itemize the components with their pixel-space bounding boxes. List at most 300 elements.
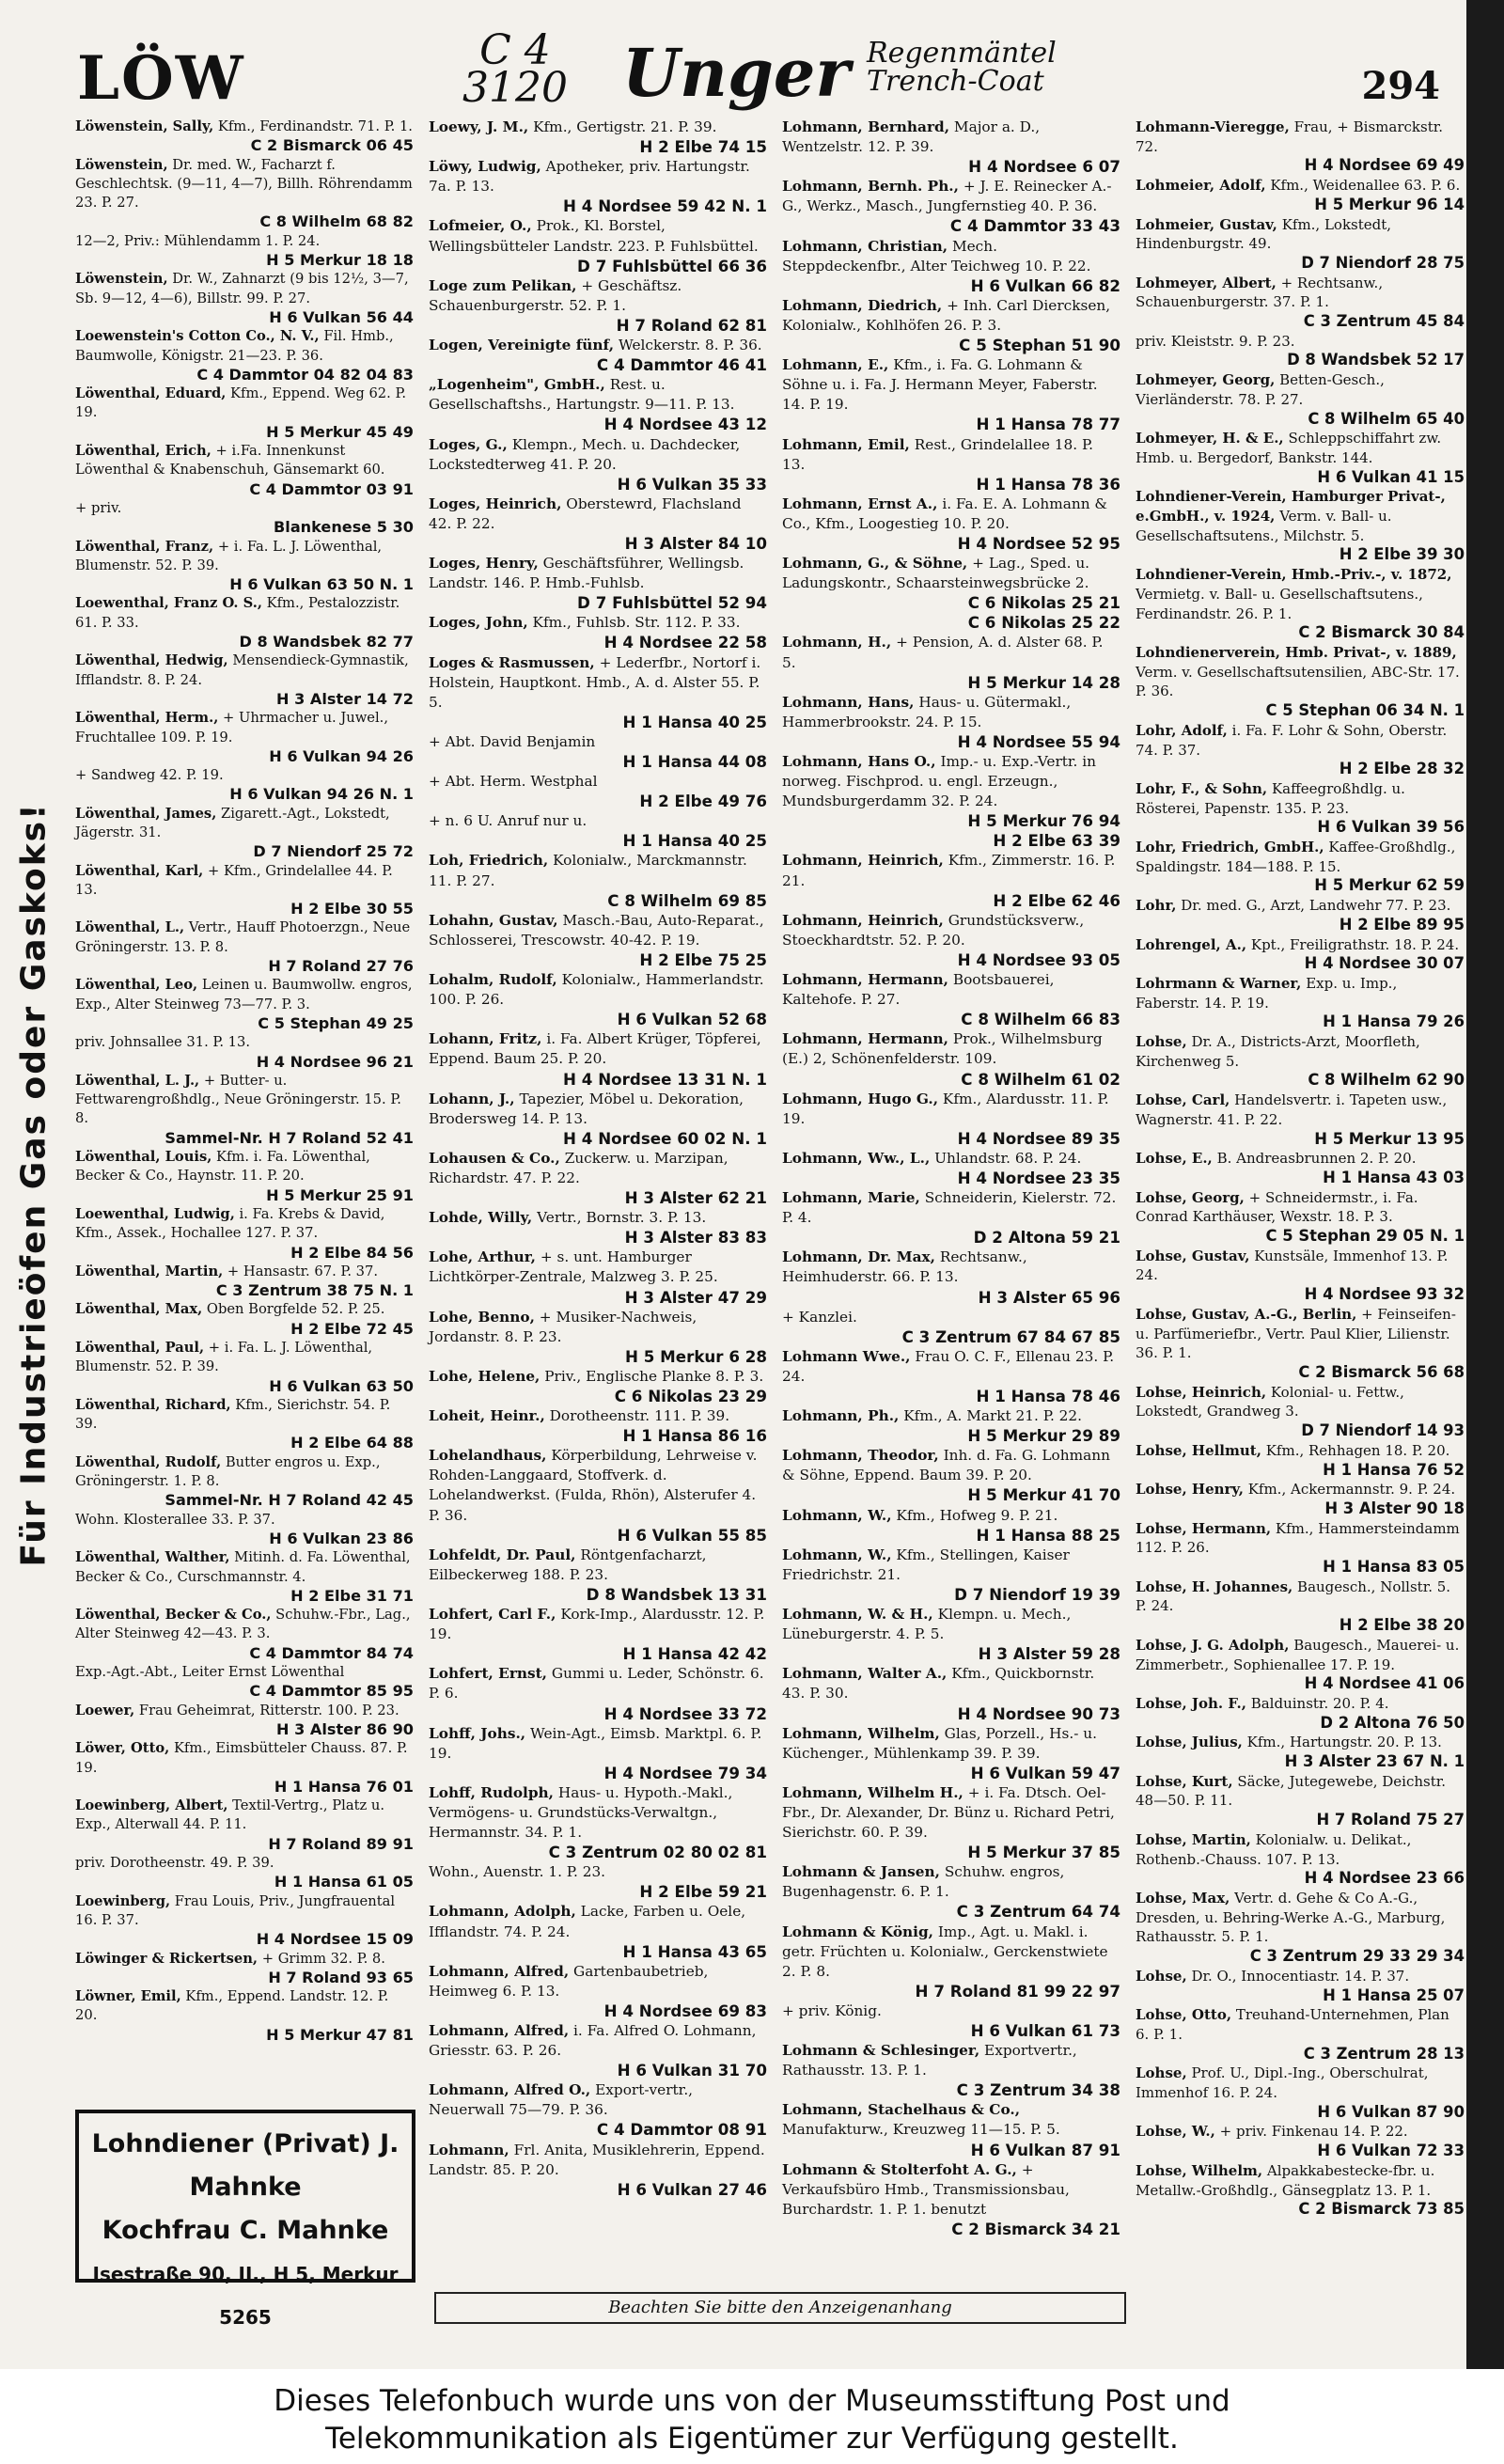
directory-entry [782,911,1120,970]
directory-entry [1136,896,1465,934]
entry-details: Kfm., Zimmerstr. 16. P. 21. [782,852,1116,889]
entry-details: Manufakturw., Kreuzweg 11—15. P. 5. [782,2121,1060,2139]
entry-phone: H 1 Hansa 83 05 [1323,1558,1465,1577]
entry-details: Masch.-Bau, Auto-Reparat., Schlosserei, Trescowstr. 40-42. P. 19. [429,911,764,949]
entry-phone: Blankenese 5 30 [274,518,414,537]
directory-entry [75,1396,414,1453]
entry-phone: H 1 Hansa 25 07 [1323,1985,1465,2004]
entry-name: Lohmann, W., [782,1506,892,1524]
entry-phone: H 4 Nordsee 69 83 [603,2001,767,2020]
entry-phone: H 3 Alster 59 28 [978,1644,1120,1664]
entry-name: Lohse, J. G. Adolph, [1136,1636,1290,1654]
directory-entry [782,118,1120,177]
directory-entry [1136,1480,1465,1518]
entry-name: Löwenthal, Walther, [75,1549,230,1566]
entry-name: Lohmeier, Gustav, [1136,215,1277,233]
entry-phone: H 3 Alster 62 21 [624,1188,767,1208]
directory-entry [429,653,767,732]
entry-name: Loheit, Heinr., [429,1407,545,1425]
entry-name: Lohmann, G., & Söhne, [782,555,968,573]
directory-entry [1136,1441,1465,1480]
entry-phone: H 3 Alster 84 10 [624,533,767,553]
directory-entry [1136,370,1465,429]
brand-ad-sub [867,39,1057,96]
entry-phone: C 4 Dammtor 85 95 [249,1682,414,1701]
entry-phone: H 4 Nordsee 13 31 N. 1 [563,1069,767,1089]
entry-phone: H 5 Merkur 76 94 [967,811,1120,831]
entry-phone: H 2 Elbe 30 55 [290,900,414,918]
directory-entry [75,1511,414,1549]
directory-entry [1136,2005,1465,2064]
entry-phone: Sammel-Nr. H 7 Roland 42 45 [164,1491,414,1510]
entry-details: + Abt. David Benjamin [429,732,596,750]
entry-phone: H 4 Nordsee 30 07 [1304,954,1465,973]
entry-phone: D 2 Altona 59 21 [973,1228,1120,1248]
entry-phone: Sammel-Nr. H 7 Roland 52 41 [164,1128,414,1147]
entry-phone: H 6 Vulkan 63 50 [269,1376,414,1395]
entry-name: Löwenthal, Max, [75,1301,203,1318]
entry-phone: H 1 Hansa 42 42 [622,1644,767,1664]
entry-name: Lohmann, E., [782,356,889,374]
directory-entry [429,435,767,494]
entry-details: Oben Borgfelde 52. P. 25. [206,1301,385,1318]
footer-credit [0,2382,1504,2464]
directory-entry [429,1208,767,1248]
directory-entry [429,2021,767,2080]
directory-entry [75,1739,414,1797]
directory-entry [429,1308,767,1367]
entry-phone: C 3 Zentrum 29 33 29 34 [1249,1947,1465,1966]
entry-name: Löwenthal, Herm., [75,710,219,727]
entry-phone: H 4 Nordsee 6 07 [968,157,1120,177]
directory-entry [782,1248,1120,1307]
brand-sub-line1: Regenmäntel [867,37,1057,70]
page-header [77,26,1440,120]
directory-entry [1136,643,1465,721]
box-ad-line1: Lohndiener (Privat) J. Mahnke [91,2129,400,2202]
directory-entry [75,976,414,1033]
entry-phone: C 8 Wilhelm 62 90 [1308,1071,1465,1090]
directory-entry [1136,429,1465,487]
entry-details: + i. Fa. L. J. Löwenthal, Blumenstr. 52. P. 39. [75,1340,373,1375]
entry-details: Welckerstr. 8. P. 36. [618,337,762,354]
entry-phone: H 5 Merkur 6 28 [624,1346,767,1366]
directory-entry [429,811,767,851]
directory-entry [429,1862,767,1902]
entry-phone: C 4 Dammtor 33 43 [949,216,1120,236]
entry-name: Lohrmann & Warner, [1136,974,1302,992]
directory-entry [75,1300,414,1339]
entry-name: Lohe, Benno, [429,1308,535,1326]
directory-entry [1136,1188,1465,1247]
directory-entry [1136,1519,1465,1577]
entry-details: + Hansastr. 67. P. 37. [227,1263,379,1279]
entry-name: Lohse, Carl, [1136,1091,1230,1109]
entry-name: Lohse, Gustav, A.-G., Berlin, [1136,1305,1357,1323]
entry-details: Gummi u. Leder, Schönstr. 6. P. 6. [429,1665,764,1703]
entry-phone: D 7 Fuhlsbüttel 66 36 [577,256,767,275]
entry-name: Loewenthal, Franz O. S., [75,595,262,612]
entry-details: + Pension, A. d. Alster 68. P. 5. [782,634,1104,671]
column-1 [75,118,414,2045]
entry-name: Löwy, Ludwig, [429,158,541,176]
entry-phone: C 3 Zentrum 02 80 02 81 [548,1843,767,1862]
directory-entry [782,1347,1120,1406]
entry-phone: C 3 Zentrum 67 84 67 85 [901,1326,1120,1346]
directory-entry [75,1987,414,2045]
entry-name: Löwenthal, Martin, [75,1263,224,1279]
entry-details: + n. 6 U. Anruf nur u. [429,812,588,830]
directory-entry [75,1854,414,1892]
directory-entry [75,442,414,499]
entry-phone: D 8 Wandsbek 52 17 [1287,351,1465,369]
entry-details: Frau Geheimrat, Ritterstr. 100. P. 23. [138,1702,400,1719]
entry-details: Uhlandstr. 68. P. 24. [934,1149,1082,1167]
directory-entry [782,177,1120,236]
entry-name: Löwenthal, James, [75,805,217,822]
entry-details: + Lag., Sped. u. Ladungskontr., Schaarsteinwegsbrücke 2. [782,555,1090,592]
directory-entry [429,911,767,970]
entry-phone: H 5 Merkur 41 70 [967,1485,1120,1505]
entry-phone: H 6 Vulkan 41 15 [1317,467,1465,486]
entry-details: Kfm., A. Markt 21. P. 22. [903,1407,1082,1425]
directory-entry [782,355,1120,434]
entry-name: Löwenstein, [75,156,168,173]
entry-phone: H 5 Merkur 37 85 [967,1843,1120,1862]
entry-details: Grundstücksverw., Stoeckhardtstr. 52. P. 20. [782,911,1085,949]
entry-name: Lohmann, Theodor, [782,1447,939,1465]
entry-phone: H 6 Vulkan 94 26 N. 1 [229,785,414,804]
entry-details: priv. Dorotheenstr. 49. P. 39. [75,1855,274,1872]
entry-phone: H 3 Alster 83 83 [624,1228,767,1248]
entry-phone: H 6 Vulkan 87 90 [1317,2102,1465,2121]
entry-phone: H 6 Vulkan 52 68 [617,1010,767,1029]
entry-name: Lohmann, Hugo G., [782,1090,939,1107]
directory-entry [429,1605,767,1664]
directory-entry [1136,118,1465,176]
entry-name: Lohse, Hellmut, [1136,1441,1261,1459]
entry-phone: H 6 Vulkan 35 33 [617,474,767,494]
directory-entry [782,831,1120,851]
entry-details: Kfm., Stellingen, Kaiser Friedrichstr. 21. [782,1546,1070,1583]
entry-name: Lohmann & Stolterfoht A. G., [782,2160,1017,2178]
entry-phone: H 3 Alster 65 96 [978,1287,1120,1307]
entry-phone: H 6 Vulkan 63 50 N. 1 [229,575,414,594]
entry-details: Zuckerw. u. Marzipan, Richardstr. 47. P. 22. [429,1149,728,1186]
directory-entry [429,1090,767,1149]
entry-phone: C 2 Bismarck 30 84 [1298,623,1465,642]
entry-name: Löwner, Emil, [75,1988,181,2005]
entry-details: Schuhw. engros, Bugenhagenstr. 6. P. 1. [782,1863,1065,1901]
entry-phone: H 7 Roland 93 65 [268,1968,414,1986]
entry-name: Lohelandhaus, [429,1447,547,1465]
entry-name: Lohff, Johs., [429,1724,526,1742]
entry-phone: H 4 Nordsee 93 32 [1304,1285,1465,1304]
entry-phone: C 5 Stephan 49 25 [258,1013,414,1032]
entry-details: 12—2, Priv.: Mühlendamm 1. P. 24. [75,232,321,249]
directory-entry [429,336,767,375]
entry-details: Kolonialw., Marckmannstr. 11. P. 27. [429,852,747,889]
entry-details: Balduinstr. 20. P. 4. [1250,1694,1389,1712]
entry-name: Lofmeier, O., [429,217,532,235]
directory-entry [1136,1247,1465,1305]
entry-details: Kfm., Gertigstr. 21. P. 39. [533,118,717,135]
entry-phone: H 7 Roland 62 81 [616,315,767,335]
entry-phone: H 6 Vulkan 61 73 [970,2021,1120,2040]
entry-name: Lohse, Heinrich, [1136,1383,1267,1401]
entry-phone: H 4 Nordsee 60 02 N. 1 [563,1128,767,1148]
entry-details: Exp.-Agt.-Abt., Leiter Ernst Löwenthal [75,1664,345,1681]
entry-details: Dr. A., Districts-Arzt, Moorfleth, Kirchenweg 5. [1136,1033,1420,1070]
directory-entry [75,1033,414,1072]
entry-phone: C 6 Nikolas 25 21 [967,593,1120,613]
entry-phone: H 2 Elbe 75 25 [639,950,767,969]
directory-entry [782,752,1120,831]
directory-entry [782,1862,1120,1922]
directory-entry [782,1090,1120,1149]
entry-details: Inh. d. Fa. G. Lohmann & Söhne, Eppend. Baum 39. P. 20. [782,1447,1110,1484]
entry-details: Rest. u. Gesellschaftshs., Hartungstr. 9—11. P. 13. [429,376,735,414]
entry-phone: C 4 Dammtor 04 82 04 83 [196,365,414,384]
entry-name: Lohmann, Dr. Max, [782,1248,935,1266]
entry-name: Löwenstein, Sally, [75,118,214,134]
entry-details: Tapezier, Möbel u. Dekoration, Brodersweg 14. P. 13. [429,1090,744,1127]
entry-phone: H 6 Vulkan 23 86 [269,1529,414,1547]
directory-entry [75,118,414,156]
entry-name: Lohfert, Ernst, [429,1665,548,1683]
entry-details: Exp. u. Imp., Faberstr. 14. P. 19. [1136,974,1398,1012]
bottom-stamp: Beachten Sie bitte den Anzeigenanhang [434,2292,1126,2324]
entry-phone: H 1 Hansa 76 01 [274,1777,414,1796]
entry-name: Logen, Vereinigte fünf, [429,337,615,354]
directory-entry [75,1205,414,1263]
entry-name: Lohse, Kurt, [1136,1772,1233,1790]
entry-details: Textil-Vertrg., Platz u. Exp., Alterwall 44. P. 11. [75,1797,385,1833]
page-edge-shadow [1466,0,1504,2369]
entry-details: Kfm., Lokstedt, Hindenburgstr. 49. [1136,215,1392,253]
box-ad-line3: Isestraße 90, II., H 5, Merkur 5265 [92,2263,399,2329]
directory-entry [75,1702,414,1740]
directory-entry [75,766,414,805]
entry-name: Löwenstein, [75,271,168,288]
directory-entry [75,805,414,862]
entry-details: + i. Fa. L. J. Löwenthal, Blumenstr. 52. P. 39. [75,538,383,573]
entry-name: Lohff, Rudolph, [429,1783,554,1801]
directory-entry [75,270,414,327]
entry-details: Kolonial- u. Fettw., Lokstedt, Grandweg 3. [1136,1383,1404,1420]
directory-entry [75,1548,414,1606]
entry-name: Lohmann & Schlesinger, [782,2042,980,2060]
directory-entry [429,1962,767,2021]
entry-details: Dr. med. G., Arzt, Landwehr 77. P. 23. [1181,897,1451,915]
entry-phone: H 1 Hansa 40 25 [622,712,767,731]
directory-entry [429,554,767,613]
exchange-code [462,26,568,112]
directory-entry [782,1406,1120,1446]
entry-phone: H 2 Elbe 59 21 [639,1882,767,1902]
directory-entry [1136,1383,1465,1441]
entry-phone: H 1 Hansa 40 25 [622,831,767,851]
column-4 [1136,118,1465,2220]
entry-details: Rest., Grindelallee 18. P. 13. [782,435,1094,473]
entry-details: Imp., Agt. u. Makl. i. getr. Früchten u. Kolonialw., Gerckenstwiete 2. P. 8. [782,1923,1108,1980]
entry-name: Lohmeyer, Albert, [1136,274,1277,291]
entry-name: Löwenthal, Richard, [75,1396,231,1413]
entry-details: B. Andreasbrunnen 2. P. 20. [1216,1150,1417,1168]
entry-phone: C 8 Wilhelm 65 40 [1308,409,1465,428]
entry-name: Lohfert, Carl F., [429,1606,556,1624]
entry-name: Lohndienerverein, Hmb. Privat-, v. 1889, [1136,643,1457,661]
directory-entry [782,970,1120,1029]
entry-name: Lohe, Helene, [429,1367,540,1385]
entry-name: Lohse, [1136,2064,1187,2082]
directory-entry [75,1072,414,1148]
entry-name: Löwenthal, Hedwig, [75,652,228,669]
entry-name: Lohfeldt, Dr. Paul, [429,1546,576,1563]
entry-name: Löwenthal, Leo, [75,977,198,994]
directory-entry [782,1029,1120,1089]
directory-entry [1136,332,1465,370]
entry-details: i. Fa. Krebs & David, Kfm., Assek., Hochallee 127. P. 37. [75,1205,385,1242]
entry-details: Vertr., Bornstr. 3. P. 13. [537,1209,707,1227]
entry-details: Haus- u. Hypoth.-Makl., Vermögens- u. Grundstücks-Verwaltgn., Hermannstr. 34. P. 1. [429,1783,733,1842]
entry-phone: H 1 Hansa 43 65 [622,1941,767,1961]
entry-phone: H 4 Nordsee 93 05 [957,950,1120,969]
entry-details: Kfm., Quickbornstr. 43. P. 30. [782,1665,1095,1703]
entry-name: Lohse, Otto, [1136,2006,1232,2024]
entry-name: Lohmann, Walter A., [782,1665,948,1683]
brand-ad: Unger [622,34,851,112]
entry-phone: H 7 Roland 27 76 [268,957,414,976]
entry-name: Lohse, Gustav, [1136,1247,1250,1264]
entry-phone: H 4 Nordsee 15 09 [256,1930,414,1949]
entry-phone: C 2 Bismarck 06 45 [250,136,414,155]
directory-entry [782,1506,1120,1546]
entry-details: Baugesch., Nollstr. 5. P. 24. [1136,1577,1451,1615]
entry-name: Lohmann, Ernst A., [782,494,938,512]
directory-entry [782,613,1120,633]
entry-details: Zigarett.-Agt., Lokstedt, Jägerstr. 31. [75,805,390,840]
entry-name: Lohse, Joh. F., [1136,1694,1246,1712]
directory-entry [782,1188,1120,1248]
entry-name: Lohr, F., & Sohn, [1136,779,1268,797]
entry-details: Schuhw.-Fbr., Lag., Alter Steinweg 42—43. P. 3. [75,1607,411,1642]
directory-entry [75,499,414,538]
directory-entry [1136,487,1465,565]
directory-entry [1136,1772,1465,1830]
directory-entry [1136,176,1465,214]
entry-details: + Uhrmacher u. Juwel., Fruchtallee 109. P. 19. [75,710,389,745]
entry-name: Lohse, Henry, [1136,1481,1244,1499]
directory-entry [429,375,767,434]
entry-details: Kfm., Weidenallee 63. P. 6. [1270,177,1461,195]
entry-details: Frau, + Bismarckstr. 72. [1136,118,1444,155]
entry-details: Vertr. d. Gehe & Co A.-G., Dresden, u. Behring-Werke A.-G., Marburg, Rathausstr. 5. P. 1. [1136,1889,1446,1946]
entry-name: Lohse, E., [1136,1150,1213,1168]
entry-phone: C 4 Dammtor 03 91 [249,479,414,498]
entry-phone: H 3 Alster 86 90 [276,1719,414,1738]
entry-phone: C 6 Nikolas 23 29 [614,1387,767,1405]
entry-name: Lohse, Wilhelm, [1136,2161,1263,2179]
entry-name: Lohmann, H., [782,634,892,651]
directory-entry [75,156,414,232]
entry-phone: H 4 Nordsee 69 49 [1304,156,1465,175]
footer-line2: Telekommunikation als Eigentümer zur Verfügung gestellt. [325,2422,1179,2456]
entry-phone: H 6 Vulkan 94 26 [269,746,414,765]
entry-phone: H 5 Merkur 62 59 [1314,876,1465,895]
entry-phone: C 3 Zentrum 28 13 [1303,2044,1465,2063]
entry-phone: D 8 Wandsbek 82 77 [239,633,414,651]
entry-details: Dr. med. W., Facharzt f. Geschlechtsk. (9—11, 4—7), Billh. Röhrendamm 23. P. 27. [75,156,413,212]
entry-name: Lohmann, Ph., [782,1407,900,1425]
entry-details: Klempn., Mech. u. Dachdecker, Lockstedterweg 41. P. 20. [429,435,741,473]
entry-name: Lohann, J., [429,1090,515,1107]
entry-name: Loges, John, [429,614,528,632]
entry-details: Kfm., Sierichstr. 54. P. 39. [75,1396,391,1433]
directory-entry [782,1149,1120,1188]
entry-details: Vertr., Hauff Photoerzgn., Neue Gröningerstr. 13. P. 8. [75,919,411,955]
entry-name: Lohmann, Ww., L., [782,1149,931,1167]
entry-phone: C 2 Bismarck 34 21 [951,2219,1120,2238]
entry-details: Wohn., Auenstr. 1. P. 23. [429,1863,606,1881]
entry-phone: H 3 Alster 14 72 [276,689,414,708]
entry-name: Lohmann, Marie, [782,1189,920,1207]
entry-name: Lohse, W., [1136,2123,1215,2141]
directory-entry [429,494,767,554]
entry-phone: H 5 Merkur 96 14 [1314,195,1465,213]
directory-entry [429,1367,767,1406]
entry-phone: H 4 Nordsee 33 72 [603,1703,767,1723]
entry-details: Haus- u. Gütermakl., Hammerbrookstr. 24. P. 15. [782,693,1072,730]
entry-name: Löwer, Otto, [75,1740,170,1757]
entry-name: Loewy, J. M., [429,118,529,135]
entry-details: Kfm., Fuhlsb. Str. 112. P. 33. [532,614,741,632]
entry-details: priv. Kleiststr. 9. P. 23. [1136,332,1295,350]
directory-entry [782,1546,1120,1605]
entry-details: + Musiker-Nachweis, Jordanstr. 8. P. 23. [429,1308,697,1345]
entry-details: Rechtsanw., Heimhuderstr. 66. P. 13. [782,1248,1027,1286]
entry-name: Lohmann, Alfred, [429,1962,570,1980]
directory-entry [782,693,1120,752]
entry-name: Loges, G., [429,435,508,453]
entry-details: Schleppschiffahrt zw. Hmb. u. Bergedorf, Bankstr. 144. [1136,430,1442,466]
entry-details: i. Fa. Alfred O. Lohmann, Griesstr. 63. P. 26. [429,2022,757,2060]
entry-details: Lacke, Farben u. Oele, Ifflandstr. 74. P. 24. [429,1903,746,1940]
entry-details: Klempn. u. Mech., Lüneburgerstr. 4. P. 5. [782,1606,1072,1643]
entry-details: + Feinseifen- u. Parfümeriefbr., Vertr. Paul Klier, Lilienstr. 36. P. 1. [1136,1305,1456,1362]
entry-phone: D 7 Fuhlsbüttel 52 94 [577,593,767,613]
entry-name: Lohmann, Bernhard, [782,118,950,135]
entry-name: Lohmann, Stachelhaus & Co., [782,2101,1021,2119]
entry-details: Priv., Englische Planke 8. P. 3. [544,1367,764,1385]
entry-phone: H 2 Elbe 28 32 [1339,760,1465,778]
entry-name: Lohndiener-Verein, Hamburger Privat-, e.GmbH., v. 1924, [1136,488,1446,526]
entry-details: + s. unt. Hamburger Lichtkörper-Zentrale, Malzweg 3. P. 25. [429,1248,718,1286]
entry-name: Lohse, Hermann, [1136,1519,1272,1537]
entry-phone: H 5 Merkur 13 95 [1314,1129,1465,1148]
entry-phone: H 4 Nordsee 90 73 [957,1703,1120,1723]
directory-entry [782,1664,1120,1723]
entry-details: Alpakkabestecke-fbr. u. Metallw.-Großhdlg., Gänsegplatz 13. P. 1. [1136,2161,1435,2199]
entry-details: Bootsbauerei, Kaltehofe. P. 27. [782,971,1055,1009]
directory-entry [1136,1830,1465,1889]
directory-entry [75,385,414,442]
entry-details: + Rechtsanw., Schauenburgerstr. 37. P. 1. [1136,274,1384,311]
entry-name: Loewenstein's Cotton Co., N. V., [75,328,320,345]
entry-name: Lohde, Willy, [429,1209,533,1227]
entry-name: Löwinger & Rickertsen, [75,1950,258,1967]
entry-name: Lohmann, Christian, [782,237,948,255]
